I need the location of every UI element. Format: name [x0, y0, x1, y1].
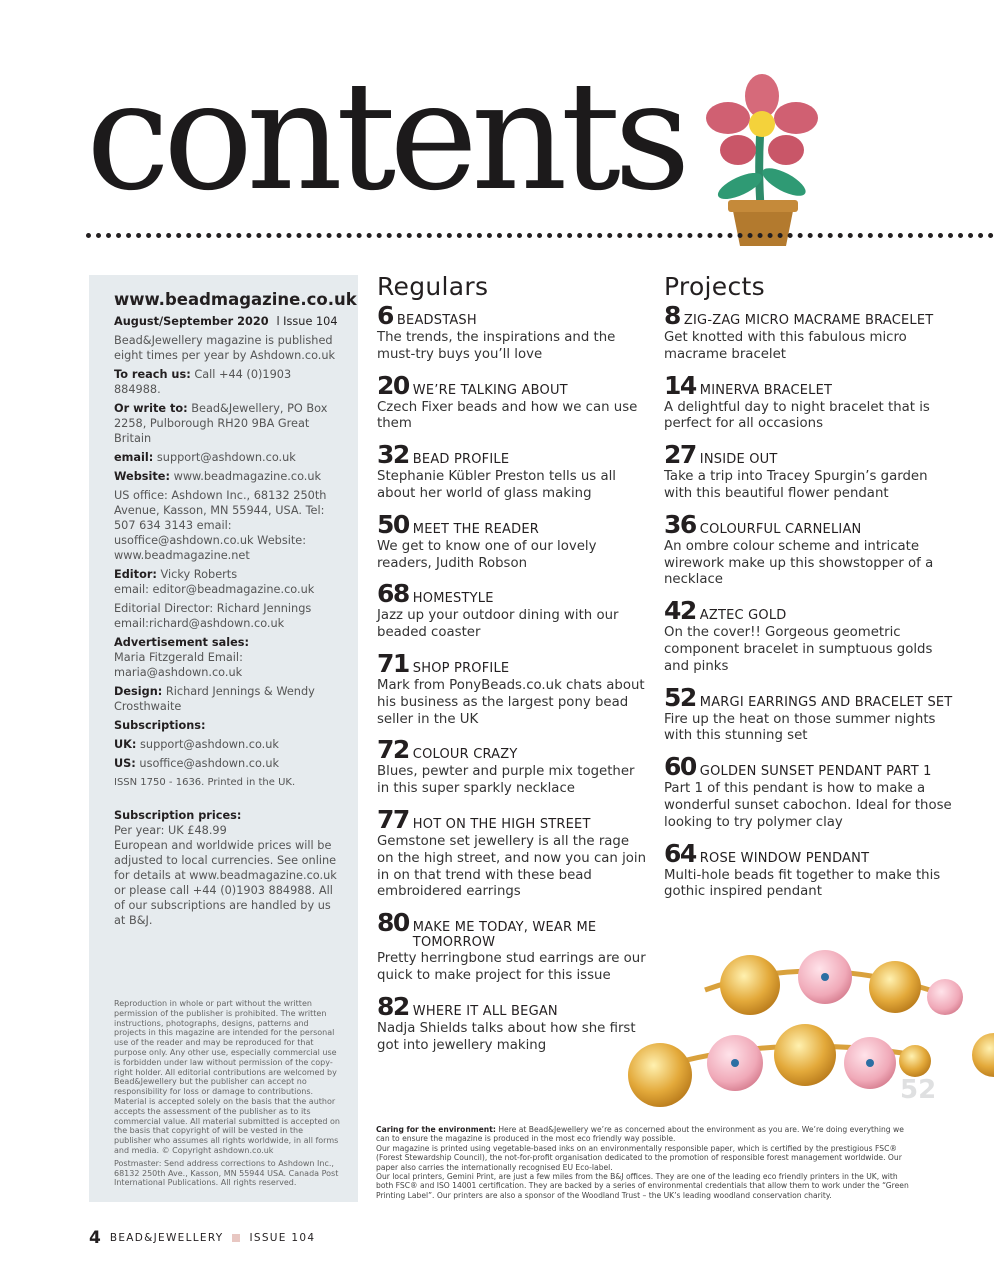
subscriptions-heading: Subscriptions: — [114, 719, 206, 732]
entry-description: A delightful day to night bracelet that is perfect for all occasions — [664, 399, 930, 432]
entry-title: WHERE IT ALL BEGAN — [412, 1003, 558, 1019]
entry-header — [377, 737, 649, 763]
entry-header — [664, 303, 954, 329]
entry-page-number: 52 — [664, 682, 696, 712]
footer-issue: ISSUE 104 — [249, 1232, 316, 1244]
entry-page-number: 50 — [377, 509, 409, 539]
entry-page-number: 27 — [664, 440, 696, 470]
entry-description: Mark from PonyBeads.co.uk chats about his business as the largest pony bead seller in the UK — [377, 677, 645, 727]
entry-page-number: 64 — [664, 838, 696, 868]
entry-header — [664, 370, 954, 400]
entry-description: Czech Fixer beads and how we can use them — [377, 399, 638, 432]
page-title: contents — [86, 50, 684, 224]
design-credits: Design: Richard Jennings & Wendy Crosthwaite — [114, 685, 315, 713]
entry-header — [664, 509, 954, 539]
masthead-sidebar — [89, 275, 358, 1202]
projects-heading: Projects — [664, 272, 765, 301]
entry-header — [377, 648, 649, 678]
entry-page-number: 68 — [377, 579, 409, 609]
projects-list — [664, 303, 954, 901]
footer-magazine-name: BEAD&JEWELLERY — [109, 1232, 224, 1244]
regulars-column — [377, 272, 649, 1063]
contact-email: email: support@ashdown.co.uk — [114, 451, 296, 464]
entry-page-number: 82 — [377, 991, 409, 1021]
page-number: 4 — [89, 1228, 101, 1248]
contents-entry[interactable] — [377, 648, 649, 728]
entry-title: HOT ON THE HIGH STREET — [412, 816, 591, 832]
dotted-divider — [86, 233, 994, 238]
entry-page-number: 32 — [377, 440, 409, 470]
contents-entry[interactable] — [377, 581, 649, 642]
bead-cluster-top — [720, 950, 963, 1015]
entry-header — [664, 838, 954, 868]
entry-header — [377, 991, 649, 1021]
contents-entry[interactable] — [377, 804, 649, 901]
entry-title: AZTEC GOLD — [699, 608, 787, 624]
subscriptions-us: US: usoffice@ashdown.co.uk — [114, 757, 280, 770]
contents-entry[interactable] — [377, 370, 649, 434]
contents-entry[interactable] — [664, 598, 954, 675]
subscriptions-uk: UK: support@ashdown.co.uk — [114, 738, 279, 751]
entry-title: INSIDE OUT — [699, 452, 778, 468]
entry-header — [664, 598, 954, 624]
entry-description: We get to know one of our lovely readers, Judith Robson — [377, 538, 597, 571]
entry-page-number: 14 — [664, 370, 696, 400]
flower-pot — [728, 200, 798, 246]
footer-separator — [232, 1234, 240, 1242]
entry-title: BEAD PROFILE — [412, 452, 510, 468]
contents-entry[interactable] — [377, 509, 649, 573]
entry-page-number: 42 — [664, 596, 696, 626]
entry-description: Get knotted with this fabulous micro macrame bracelet — [664, 330, 907, 362]
contents-entry[interactable] — [664, 509, 954, 589]
entry-title: COLOUR CRAZY — [412, 747, 518, 763]
contact-website: Website: www.beadmagazine.co.uk — [114, 470, 322, 483]
entry-page-number: 60 — [664, 752, 696, 782]
entry-description: The trends, the inspirations and the must-try buys you’ll love — [377, 330, 616, 362]
entry-description: Take a trip into Tracey Spurgin’s garden with this beautiful flower pendant — [664, 469, 928, 501]
contents-entry[interactable] — [664, 303, 954, 364]
entry-title: MARGI EARRINGS AND BRACELET SET — [699, 694, 953, 710]
advertisement-sales: Advertisement sales: Maria Fitzgerald Email: maria@ashdown.co.uk — [114, 636, 250, 679]
contents-entry[interactable] — [664, 682, 954, 746]
published-info: Bead&Jewellery magazine is published eight times per year by Ashdown.co.uk — [114, 334, 336, 362]
contents-entry[interactable] — [377, 303, 649, 364]
entry-title: BEADSTASH — [396, 313, 477, 328]
contents-entry[interactable] — [377, 910, 649, 985]
entry-description: Fire up the heat on those summer nights with this stunning set — [664, 711, 936, 744]
page-footer — [89, 1228, 315, 1248]
entry-title: ZIG-ZAG MICRO MACRAME BRACELET — [683, 313, 934, 328]
entry-page-number: 71 — [377, 648, 409, 678]
entry-description: On the cover!! Gorgeous geometric component bracelet in sumptuous golds and pinks — [664, 625, 933, 674]
entry-header — [377, 442, 649, 468]
entry-header — [664, 754, 954, 780]
editorial-director: Editorial Director: Richard Jennings email:richard@ashdown.co.uk — [114, 602, 312, 630]
entry-description: Jazz up your outdoor dining with our beaded coaster — [377, 608, 619, 641]
entry-header — [377, 581, 649, 607]
entry-title: MINERVA BRACELET — [699, 382, 833, 398]
us-office: US office: Ashdown Inc., 68132 250th Avenue, Kasson, MN 55944, USA. Tel: 507 634 3143 email: usoffice@ashdown.co.uk Website: www.beadmagazine.net — [114, 489, 327, 562]
entry-title: GOLDEN SUNSET PENDANT PART 1 — [699, 764, 932, 780]
legal-block — [114, 999, 342, 1191]
entry-description: Stephanie Kübler Preston tells us all about her world of glass making — [377, 469, 616, 501]
website-url[interactable]: www.beadmagazine.co.uk — [114, 290, 357, 309]
subscription-prices: Subscription prices: Per year: UK £48.99 European and worldwide prices will be adjusted to local currencies. See online for details at www.beadmagazine.co.uk or please call +44 (0)1903 884988. All of our subscriptions are handled by us at B&J. — [114, 809, 337, 927]
photo-page-number: 52 — [900, 1075, 937, 1105]
contents-entry[interactable] — [377, 991, 649, 1055]
entry-title: WE’RE TALKING ABOUT — [412, 382, 568, 398]
entry-title: SHOP PROFILE — [412, 660, 510, 676]
entry-page-number: 80 — [377, 908, 409, 938]
entry-header — [377, 804, 649, 834]
entry-page-number: 36 — [664, 509, 696, 539]
entry-description: Gemstone set jewellery is all the rage on the high street, and now you can join in on that trend with these bead embroidered earrings — [377, 833, 647, 900]
regulars-list — [377, 303, 649, 1054]
entry-header — [664, 682, 954, 712]
postmaster-notice: Postmaster: Send address corrections to Ashdown Inc., 68132 250th Ave., Kasson, MN 55944 USA. Canada Post International Publications. All rights reserved. — [114, 1158, 339, 1188]
reach-us: To reach us: Call +44 (0)1903 884988. — [114, 368, 292, 396]
beaded-flower-image — [698, 74, 828, 250]
contents-entry[interactable] — [664, 838, 954, 902]
entry-description: Part 1 of this pendant is how to make a wonderful sunset cabochon. Ideal for those looking to try polymer clay — [664, 781, 952, 830]
contents-entry[interactable] — [377, 737, 649, 798]
entry-description: Pretty herringbone stud earrings are our quick to make project for this issue — [377, 951, 646, 983]
issn: ISSN 1750 - 1636. Printed in the UK. — [114, 777, 296, 788]
contents-entry[interactable] — [664, 442, 954, 503]
entry-title: MEET THE READER — [412, 521, 539, 537]
legal-notice: Reproduction in whole or part without the written permission of the publisher is prohibited. The written instructions, photographs, designs, patterns and projects in this magazine are intended for the personal use of the reader and may be reproduced for that purpose only. Any other use, especially commercial use is forbidden under law without permission of the copy-right holder. All editorial contributions are welcomed by Bead&Jewellery but the publisher can accept no responsibility for loss or damage to contributions. Material is accepted solely on the basis that the author accepts the assessment of the publisher as to its commercial value. All material submitted is accepted on the basis that copyright of will be vested in the publisher who assumes all rights worldwide, in all forms and media. © Copyright ashdown.co.uk — [114, 999, 340, 1155]
entry-header — [377, 509, 649, 539]
entry-header — [664, 442, 954, 468]
entry-title: ROSE WINDOW PENDANT — [699, 850, 870, 866]
contents-entry[interactable] — [377, 442, 649, 503]
entry-page-number: 8 — [664, 301, 680, 330]
entry-description: Blues, pewter and purple mix together in this super sparkly necklace — [377, 764, 635, 797]
beaded-bracelet-photo — [615, 935, 994, 1113]
environment-notice: Caring for the environment: Here at Bead&Jewellery we’re as concerned about the environment as you are. We’re doing everything we can to ensure the magazine is produced in the most eco friendly way possible. Our magazine is printed using vegetable-based inks on an environmentally responsible paper, which is certified by the prestigious FSC® (Forest Stewardship Council), the not-for-profit organisation dedicated to the promotion of responsible forest management worldwide. Our paper also carries the internationally recognised EU Eco-label. Our local printers, Gemini Print, are just a few miles from the B&J offices. They are one of the leading eco friendly printers in the UK, with both FSC® and ISO 14001 certification. They are backed by a series of environmental credentials that allow them to work under the “Green Printing Label”. Our printers are also a sponsor of the Woodland Trust – the UK’s leading woodland conservation charity. — [376, 1125, 909, 1200]
entry-page-number: 20 — [377, 370, 409, 400]
contents-entry[interactable] — [664, 754, 954, 831]
entry-description: Multi-hole beads fit together to make this gothic inspired pendant — [664, 867, 941, 900]
entry-title: HOMESTYLE — [412, 591, 494, 607]
entry-description: Nadja Shields talks about how she first got into jewellery making — [377, 1020, 636, 1053]
projects-column — [664, 272, 954, 910]
entry-page-number: 77 — [377, 804, 409, 834]
entry-title: COLOURFUL CARNELIAN — [699, 521, 862, 537]
entry-header — [377, 303, 649, 329]
entry-page-number: 72 — [377, 735, 409, 765]
entry-description: An ombre colour scheme and intricate wirework make up this showstopper of a necklace — [664, 538, 934, 588]
entry-header — [377, 370, 649, 400]
contents-entry[interactable] — [664, 370, 954, 434]
issue-date: August/September 2020 l Issue 104 — [114, 315, 338, 328]
entry-title: MAKE ME TODAY, WEAR ME TOMORROW — [412, 920, 597, 951]
entry-page-number: 6 — [377, 301, 393, 330]
regulars-heading: Regulars — [377, 272, 489, 301]
write-to: Or write to: Bead&Jewellery, PO Box 2258, Pulborough RH20 9BA Great Britain — [114, 402, 328, 445]
entry-header — [377, 910, 649, 950]
bead-cluster-bottom — [628, 1024, 931, 1107]
editor: Editor: Vicky Roberts email: editor@beadmagazine.co.uk — [114, 568, 315, 596]
